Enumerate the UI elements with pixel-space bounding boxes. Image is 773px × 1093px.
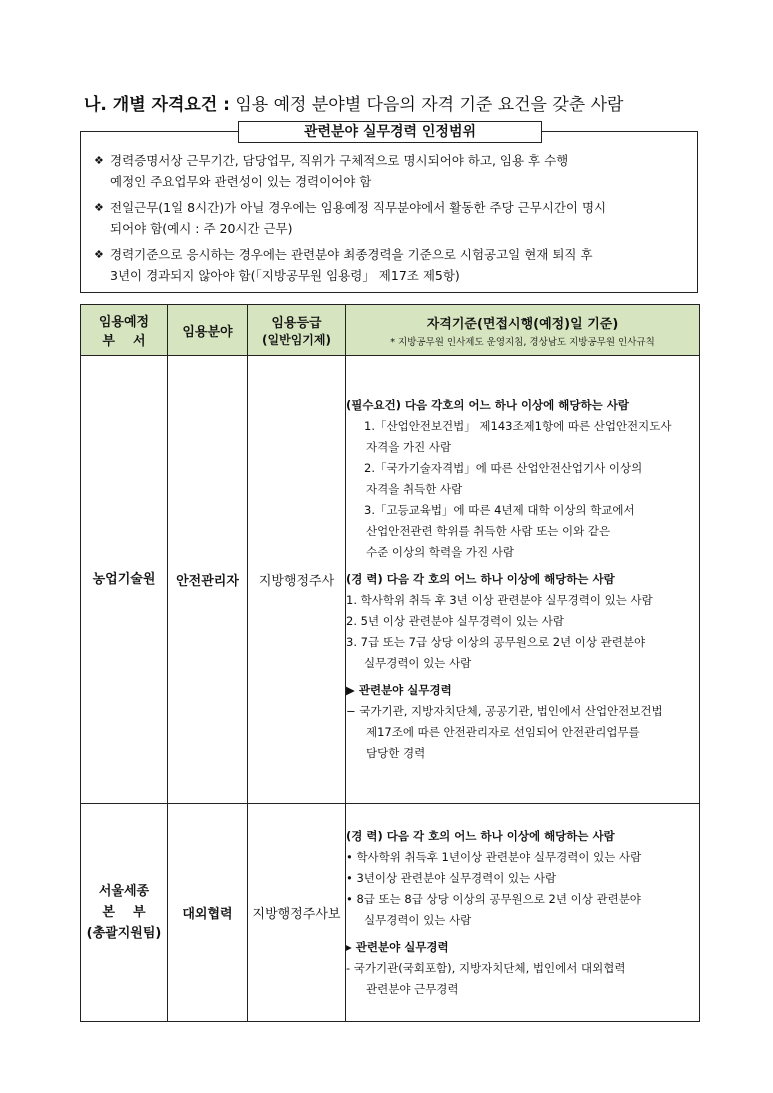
header-dept: 임용예정 부 서 <box>81 305 168 356</box>
grade-cell: 지방행정주사보 <box>248 804 346 1022</box>
criteria-line: 1.「산업안전보건법」 제143조제1항에 따른 산업안전지도사 <box>364 419 672 433</box>
criteria-line: 3. 7급 또는 7급 상당 이상의 공무원으로 2년 이상 관련분야 <box>346 635 646 649</box>
field-value: 대외협력 <box>182 907 233 922</box>
criteria-line: - 국가기관(국회포함), 지방자치단체, 법인에서 대외협력 <box>346 960 626 975</box>
criteria-cell <box>346 804 700 1022</box>
section-heading-text: 임용 예정 분야별 다음의 자격 기준 요건을 갖춘 사람 <box>229 95 624 115</box>
field-cell <box>168 356 248 804</box>
criteria-line: − 국가기관, 지방자치단체, 공공기관, 법인에서 산업안전보건법 <box>346 704 663 718</box>
criteria-line: 제17조에 따른 안전관리자로 선임되어 안전관리업무를 <box>366 725 640 739</box>
diamond-bullet-icon: ❖ <box>94 248 104 261</box>
criteria-line: ▶ 관련분야 실무경력 <box>346 683 452 697</box>
notice-bullets <box>94 150 690 291</box>
criteria-line: 산업안전관련 학위를 취득한 사람 또는 이와 같은 <box>366 524 611 538</box>
notice-bullet-line: 경력증명서상 근무기간, 담당업무, 직위가 구체적으로 명시되어야 하고, 임용 후 수행 <box>110 153 569 168</box>
criteria-line: • 8급 또는 8급 상당 이상의 공무원으로 2년 이상 관련분야 <box>346 891 641 906</box>
dept-cell <box>81 356 168 804</box>
table-row <box>81 804 700 1022</box>
criteria-line: 2. 5년 이상 관련분야 실무경력이 있는 사람 <box>346 614 564 628</box>
notice-bullet-line: 3년이 경과되지 않아야 함(「지방공무원 임용령」 제17조 제5항) <box>110 268 460 283</box>
criteria-line: 실무경력이 있는 사람 <box>364 912 472 927</box>
notice-bullet-line: 전일근무(1일 8시간)가 아닐 경우에는 임용예정 직무분야에서 활동한 주당 근무시간이 명시 <box>110 200 607 215</box>
criteria-line: 관련분야 근무경력 <box>366 981 459 996</box>
criteria-line: (필수요건) 다음 각호의 어느 하나 이상에 해당하는 사람 <box>346 398 629 412</box>
criteria-line: • 3년이상 관련분야 실무경력이 있는 사람 <box>346 870 557 885</box>
qualification-table <box>80 304 700 1022</box>
criteria-line: (경 력) 다음 각 호의 어느 하나 이상에 해당하는 사람 <box>346 828 615 843</box>
header-field: 임용분야 <box>168 305 248 356</box>
criteria-line: ▸ 관련분야 실무경력 <box>346 939 449 954</box>
header-grade: 임용등급 (일반임기제) <box>248 305 346 356</box>
diamond-bullet-icon: ❖ <box>94 201 104 214</box>
table-row <box>81 356 700 804</box>
criteria-line: 수준 이상의 학력을 가진 사람 <box>366 545 514 559</box>
dept-line: 농업기술원 <box>92 572 156 587</box>
criteria-cell <box>346 356 700 804</box>
criteria-line: (경 력) 다음 각 호의 어느 하나 이상에 해당하는 사람 <box>346 572 615 586</box>
grade-cell: 지방행정주사 <box>248 356 346 804</box>
notice-bullet <box>94 197 690 239</box>
dept-cell <box>81 804 168 1022</box>
criteria-line: 3.「고등교육법」에 따른 4년제 대학 이상의 학교에서 <box>364 503 635 517</box>
notice-bullet-line: 되어야 함(예시 : 주 20시간 근무) <box>110 221 293 236</box>
field-cell <box>168 804 248 1022</box>
criteria-line: 1. 학사학위 취득 후 3년 이상 관련분야 실무경력이 있는 사람 <box>346 593 653 607</box>
notice-bullet-line: 경력기준으로 응시하는 경우에는 관련분야 최종경력을 기준으로 시험공고일 현재 퇴직 후 <box>110 247 593 262</box>
criteria-line: 자격을 취득한 사람 <box>366 482 463 496</box>
notice-bullet <box>94 150 690 192</box>
field-value: 안전관리자 <box>176 574 239 589</box>
notice-bullet <box>94 244 690 286</box>
notice-bullet-line: 예정인 주요업무와 관련성이 있는 경력이어야 함 <box>110 174 372 189</box>
dept-line: 본 부 <box>102 905 146 920</box>
criteria-line: • 학사학위 취득후 1년이상 관련분야 실무경력이 있는 사람 <box>346 849 642 864</box>
notice-box-title: 관련분야 실무경력 인정범위 <box>238 121 542 143</box>
criteria-line: 2.「국가기술자격법」에 따른 산업안전산업기사 이상의 <box>364 461 643 475</box>
dept-line: 서울세종 <box>98 884 150 899</box>
criteria-line: 담당한 경력 <box>366 746 426 760</box>
dept-line: (총괄지원팀) <box>86 926 162 941</box>
criteria-line: 자격을 가진 사람 <box>366 440 452 454</box>
diamond-bullet-icon: ❖ <box>94 154 104 167</box>
table-header-row <box>81 305 700 356</box>
criteria-line: 실무경력이 있는 사람 <box>364 656 472 670</box>
section-heading-prefix: 나. 개별 자격요건 : <box>84 95 230 115</box>
header-criteria: 자격기준(면접시행(예정)일 기준) * 지방공무원 인사제도 운영지침, 경상남도 지방공무원 인사규칙 <box>346 305 700 356</box>
section-heading <box>84 90 623 115</box>
